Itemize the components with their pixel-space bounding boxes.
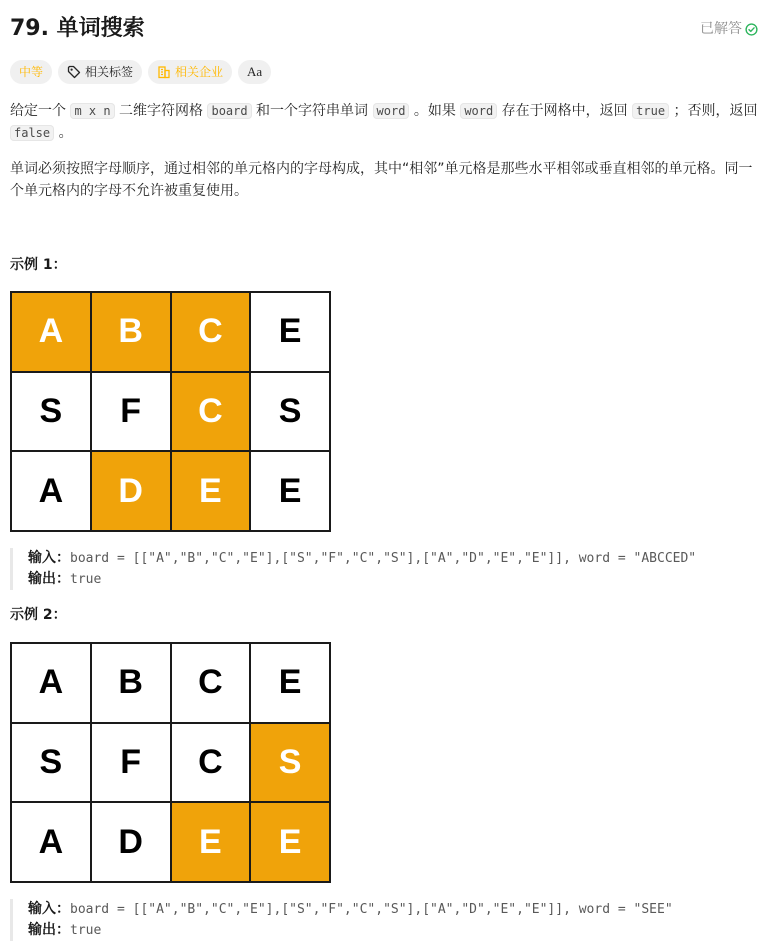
example-1-title: 示例 1： [10, 257, 67, 273]
related-companies-label: 相关企业 [175, 65, 224, 79]
board-cell: S [251, 373, 329, 451]
output-value: true [70, 572, 102, 587]
board-cell: E [251, 293, 329, 371]
example-input-line [28, 548, 762, 569]
output-label: 输出： [28, 571, 70, 587]
font-size-button[interactable] [238, 60, 271, 84]
tag-row [10, 60, 271, 84]
example-input-line [28, 899, 762, 920]
tag-icon [67, 65, 81, 79]
board-cell: S [12, 724, 90, 802]
input-label: 输入： [28, 901, 70, 917]
input-value: board = [["A","B","C","E"],["S","F","C","S"],["A","D","E","E"]], word = "SEE" [70, 902, 673, 917]
input-value: board = [["A","B","C","E"],["S","F","C","S"],["A","D","E","E"]], word = "ABCCED" [70, 551, 697, 566]
output-label: 输出： [28, 922, 70, 938]
board-cell: S [12, 373, 90, 451]
board-cell: D [92, 803, 170, 881]
board-cell: E [172, 803, 250, 881]
title-row [10, 12, 762, 46]
board-cell: A [12, 644, 90, 722]
example-output-line [28, 569, 762, 590]
inline-code: word [460, 103, 497, 119]
board-cell: A [12, 803, 90, 881]
example-2-io [10, 899, 762, 941]
desc-text: 给定一个 [10, 103, 71, 119]
example-1-board [10, 291, 331, 532]
inline-code: word [373, 103, 410, 119]
desc-text: 。 [54, 125, 73, 141]
example-output-line [28, 920, 762, 941]
inline-code: true [632, 103, 669, 119]
description-paragraph-2: 单词必须按照字母顺序，通过相邻的单元格内的字母构成，其中“相邻”单元格是那些水平相邻或垂直相邻的单元格。同一个单元格内的字母不允许被重复使用。 [10, 161, 753, 199]
font-size-icon: Aa [247, 64, 263, 79]
desc-text: 和一个字符串单词 [251, 103, 373, 119]
board-cell: C [172, 293, 250, 371]
inline-code: board [207, 103, 251, 119]
board-cell: C [172, 373, 250, 451]
input-label: 输入： [28, 550, 70, 566]
output-value: true [70, 923, 102, 938]
problem-title: 79. 单词搜索 [10, 16, 145, 41]
desc-text: 二维字符网格 [114, 103, 208, 119]
difficulty-badge: 中等 [10, 60, 52, 84]
board-cell: A [12, 293, 90, 371]
board-cell: B [92, 293, 170, 371]
solved-label: 已解答 [700, 21, 742, 37]
board-cell: F [92, 373, 170, 451]
check-circle-icon [745, 23, 758, 36]
inline-code: false [10, 125, 54, 141]
board-cell: E [251, 803, 329, 881]
desc-text: 。如果 [409, 103, 461, 119]
example-2-title: 示例 2： [10, 607, 67, 623]
board-cell: A [12, 452, 90, 530]
related-tags-label: 相关标签 [85, 65, 134, 79]
example-1-io [10, 548, 762, 590]
related-tags-button[interactable] [58, 60, 142, 84]
board-cell: C [172, 644, 250, 722]
board-cell: C [172, 724, 250, 802]
board-cell: E [172, 452, 250, 530]
board-cell: E [251, 644, 329, 722]
solved-status[interactable] [700, 19, 758, 39]
desc-text: ；否则，返回 [669, 103, 758, 119]
description-paragraph-1 [10, 100, 762, 144]
building-icon [157, 65, 171, 79]
board-cell: E [251, 452, 329, 530]
board-cell: F [92, 724, 170, 802]
example-2-board [10, 642, 331, 883]
board-cell: D [92, 452, 170, 530]
board-cell: S [251, 724, 329, 802]
inline-code: m x n [70, 103, 114, 119]
related-companies-button[interactable] [148, 60, 232, 84]
board-cell: B [92, 644, 170, 722]
desc-text: 存在于网格中，返回 [497, 103, 633, 119]
